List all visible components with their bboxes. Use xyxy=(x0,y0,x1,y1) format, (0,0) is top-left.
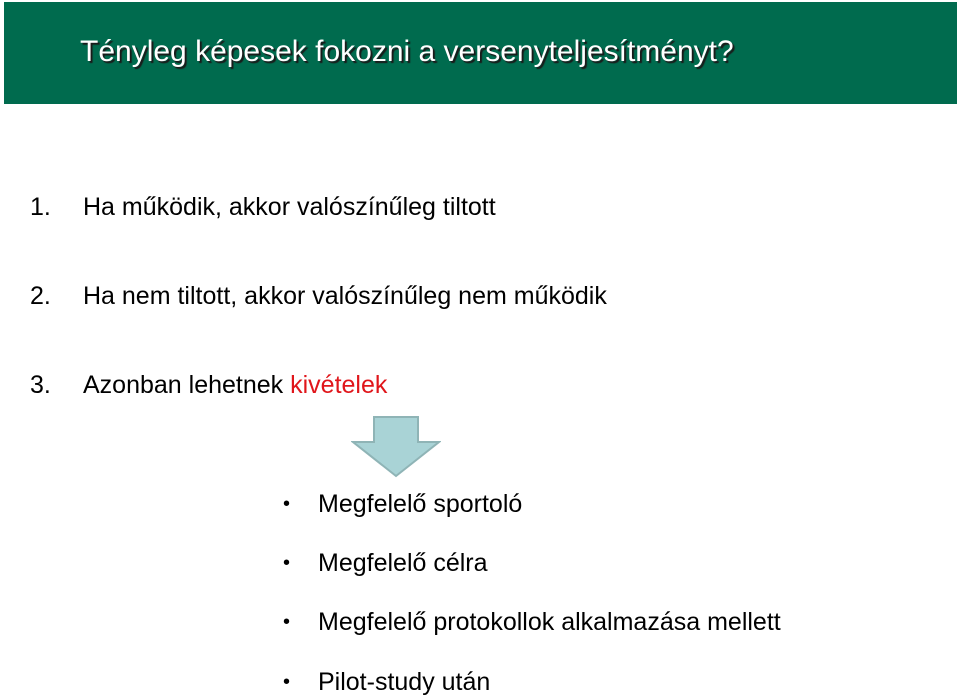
bullet-item-1 xyxy=(283,489,522,519)
item-number: 1. xyxy=(30,193,51,221)
item-text: Azonban lehetnek xyxy=(83,371,291,399)
numbered-item-3 xyxy=(30,370,387,400)
bullet-text: Megfelelő célra xyxy=(318,549,488,577)
bullet-item-2 xyxy=(283,548,488,578)
slide-title: Tényleg képesek fokozni a versenyteljesítményt? xyxy=(80,35,734,68)
bullet-icon: • xyxy=(283,493,291,515)
title-bar xyxy=(4,2,957,104)
bullet-text: Megfelelő protokollok alkalmazása mellett xyxy=(318,608,781,636)
bullet-item-4 xyxy=(283,667,490,697)
bullet-icon: • xyxy=(283,552,291,574)
bullet-icon: • xyxy=(283,611,291,633)
item-number: 3. xyxy=(30,371,51,399)
numbered-item-1 xyxy=(30,192,496,222)
item-number: 2. xyxy=(30,282,51,310)
bullet-icon: • xyxy=(283,671,291,693)
item-text: Ha működik, akkor valószínűleg tiltott xyxy=(83,193,496,221)
highlight-text: kivételek xyxy=(290,371,388,399)
bullet-text: Pilot-study után xyxy=(318,668,491,696)
down-arrow-icon xyxy=(351,416,441,478)
bullet-item-3 xyxy=(283,607,781,637)
item-text: Ha nem tiltott, akkor valószínűleg nem működik xyxy=(83,282,607,310)
numbered-item-2 xyxy=(30,281,607,311)
bullet-text: Megfelelő sportoló xyxy=(318,490,523,518)
